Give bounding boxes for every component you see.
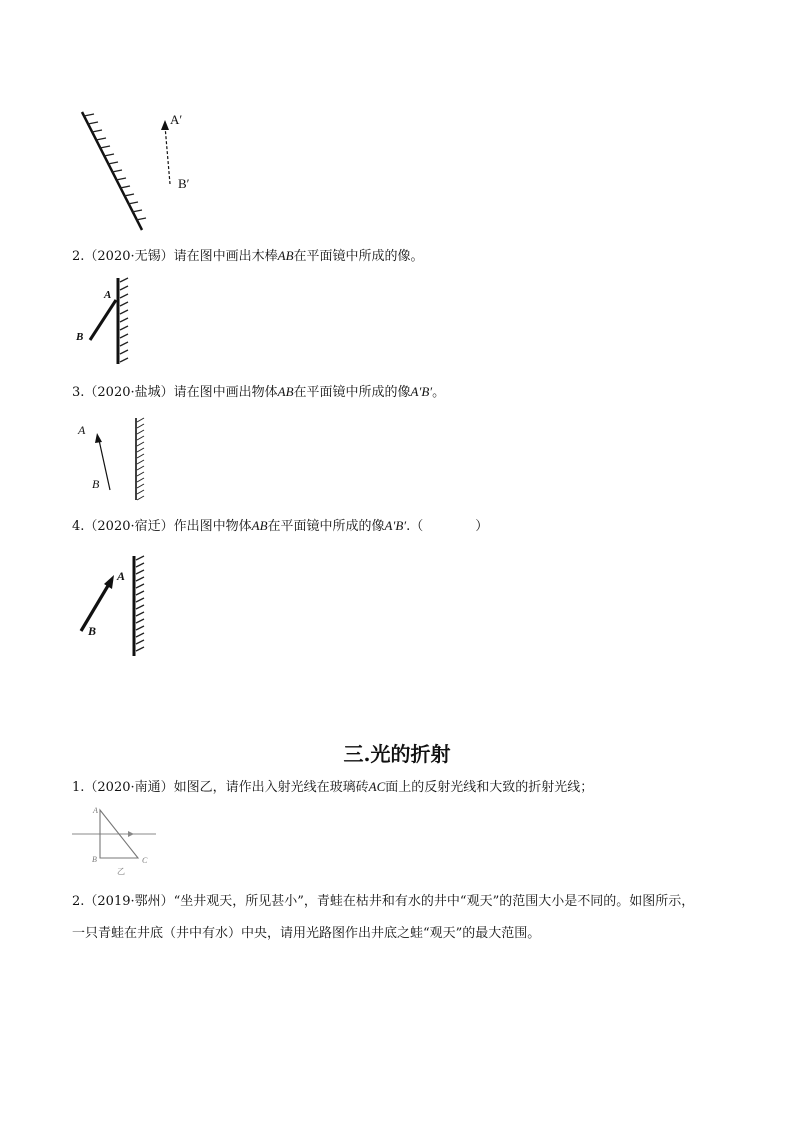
figure-glass-prism xyxy=(70,806,160,876)
question-number: 1. xyxy=(72,780,85,795)
var-ab: AB xyxy=(277,384,294,399)
question-text: 请在图中画出物体 xyxy=(173,385,278,400)
question-3 xyxy=(72,382,445,403)
question-source: （2020·盐城） xyxy=(84,385,174,400)
label-b: B xyxy=(76,331,84,343)
label-a: A xyxy=(104,289,112,301)
label-b: B xyxy=(88,624,97,638)
figure-thick-arrow-mirror xyxy=(70,552,160,662)
question-text-end: 面上的反射光线和大致的折射光线； xyxy=(385,780,594,795)
label-b: B xyxy=(92,477,100,491)
question-text-end: 在平面镜中所成的像。 xyxy=(293,249,424,264)
mirror-hatching xyxy=(84,114,146,220)
label-a: A xyxy=(117,569,126,583)
label-b-prime: B′ xyxy=(178,176,190,191)
question-number: 2. xyxy=(72,249,85,264)
refraction-question-1 xyxy=(72,777,593,798)
label-a: A xyxy=(93,806,98,815)
question-2 xyxy=(72,246,424,267)
var-a-prime-b-prime: A′B′ xyxy=(384,518,407,533)
question-number: 2. xyxy=(72,894,85,909)
refraction-question-2 xyxy=(72,892,694,912)
label-a-prime: A′ xyxy=(170,112,183,127)
ray-arrow-head xyxy=(128,831,134,837)
question-text: 如图乙，请作出入射光线在玻璃砖 xyxy=(173,780,369,795)
var-ac: AC xyxy=(368,779,386,794)
stick-ab xyxy=(90,300,116,340)
var-a-prime-b-prime: A′B′ xyxy=(410,384,433,399)
question-text-end: .（ ） xyxy=(406,519,489,534)
question-text-mid: 在平面镜中所成的像 xyxy=(293,385,411,400)
label-c: C xyxy=(142,856,148,865)
refraction-question-2-line2 xyxy=(72,924,540,944)
var-ab: AB xyxy=(251,518,268,533)
label-b: B xyxy=(92,855,97,864)
question-text-end: 。 xyxy=(432,385,446,400)
question-text: 作出图中物体 xyxy=(173,519,252,534)
question-number: 4. xyxy=(72,519,85,534)
question-source: （2020·南通） xyxy=(84,780,174,795)
label-a: A xyxy=(78,423,86,437)
section-heading: 三.光的折射 xyxy=(343,742,451,766)
image-arrow-head xyxy=(161,120,169,130)
question-text-line2: 一只青蛙在井底（井中有水）中央，请用光路图作出井底之蛙“观天”的最大范围。 xyxy=(72,926,541,941)
question-4 xyxy=(72,516,488,537)
question-source: （2019·鄂州） xyxy=(84,894,174,909)
question-source: （2020·无锡） xyxy=(84,249,174,264)
question-text-mid: 在平面镜中所成的像 xyxy=(267,519,385,534)
question-source: （2020·宿迁） xyxy=(84,519,174,534)
var-ab: AB xyxy=(277,248,294,263)
figure-inclined-mirror xyxy=(70,100,220,240)
question-number: 3. xyxy=(72,385,85,400)
figure-caption: 乙 xyxy=(117,867,125,876)
object-arrow-line xyxy=(99,440,110,490)
image-arrow-line xyxy=(165,126,170,184)
object-arrow-head xyxy=(95,433,102,443)
question-text: 请在图中画出木棒 xyxy=(173,249,278,264)
question-text: “坐井观天，所见甚小”，青蛙在枯井和有水的井中“观天”的范围大小是不同的。如图所示， xyxy=(173,894,695,909)
